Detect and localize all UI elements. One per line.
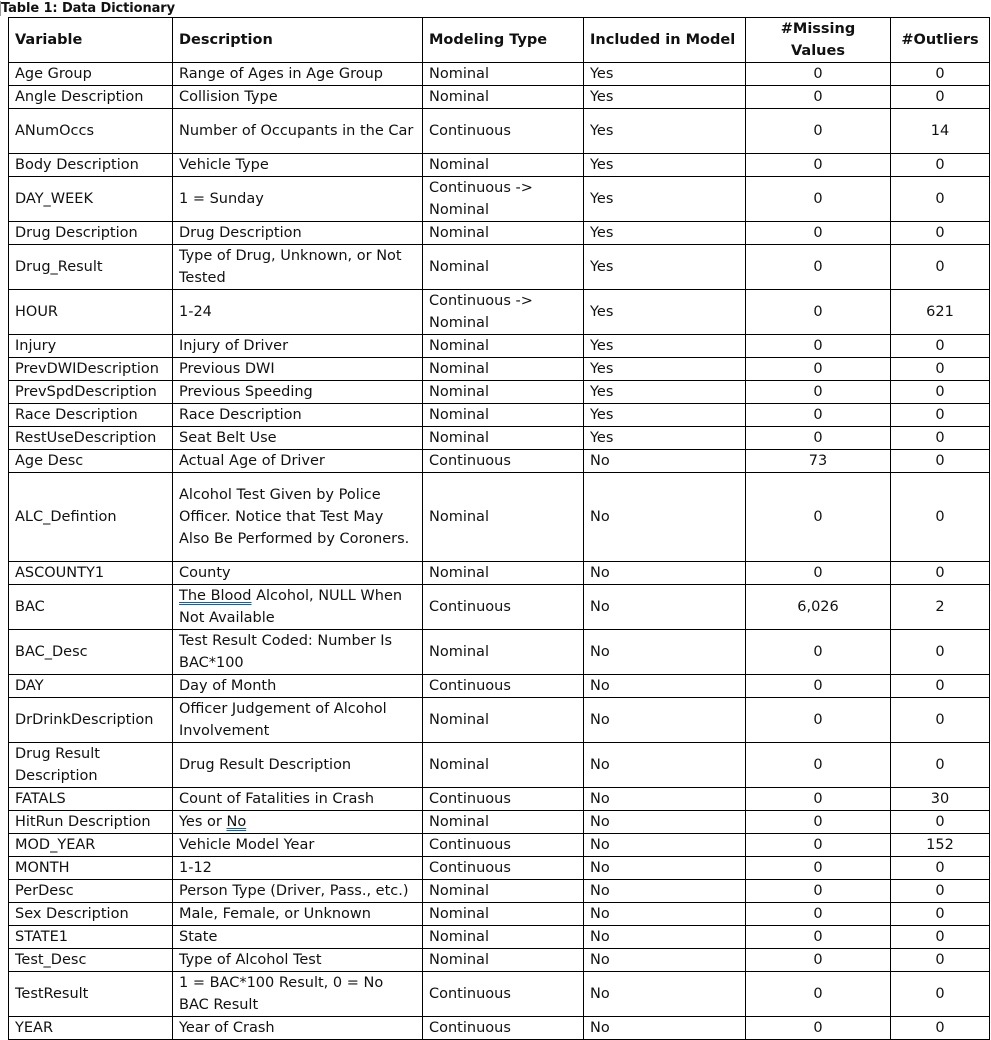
cell-missing-values: 6,026 [746, 585, 891, 630]
header-row [9, 18, 990, 63]
cell-missing-values: 0 [746, 880, 891, 903]
cell-included-in-model: No [584, 562, 746, 585]
table-row [9, 880, 990, 903]
cell-modeling-type: Continuous [423, 450, 584, 473]
cell-variable: Race Description [9, 404, 173, 427]
cell-outliers: 0 [891, 177, 990, 222]
cell-outliers: 0 [891, 949, 990, 972]
cell-missing-values: 0 [746, 698, 891, 743]
cell-outliers: 0 [891, 381, 990, 404]
cell-description: Male, Female, or Unknown [173, 903, 423, 926]
cell-variable: Drug Result Description [9, 743, 173, 788]
table-row [9, 903, 990, 926]
cell-variable: FATALS [9, 788, 173, 811]
table-row [9, 698, 990, 743]
cell-included-in-model: Yes [584, 381, 746, 404]
grammar-underline: The Blood [179, 588, 252, 604]
table-row [9, 109, 990, 154]
cell-missing-values: 0 [746, 177, 891, 222]
cell-included-in-model: No [584, 1017, 746, 1040]
cell-modeling-type: Continuous [423, 675, 584, 698]
cell-variable: BAC_Desc [9, 630, 173, 675]
cell-included-in-model: Yes [584, 63, 746, 86]
cell-outliers: 0 [891, 154, 990, 177]
cell-included-in-model: No [584, 473, 746, 562]
cell-description: State [173, 926, 423, 949]
cell-modeling-type: Nominal [423, 880, 584, 903]
data-dictionary-table [8, 17, 990, 1040]
cell-outliers: 0 [891, 743, 990, 788]
cell-missing-values: 0 [746, 834, 891, 857]
cell-modeling-type: Nominal [423, 473, 584, 562]
header-variable: Variable [9, 18, 173, 63]
table-row [9, 811, 990, 834]
cell-description: 1 = Sunday [173, 177, 423, 222]
cell-description: 1 = BAC*100 Result, 0 = No BAC Result [173, 972, 423, 1017]
cell-description: Seat Belt Use [173, 427, 423, 450]
cell-included-in-model: No [584, 585, 746, 630]
table-row [9, 585, 990, 630]
cell-included-in-model: Yes [584, 290, 746, 335]
cell-outliers: 0 [891, 903, 990, 926]
cell-included-in-model: No [584, 450, 746, 473]
cell-outliers: 0 [891, 698, 990, 743]
cell-outliers: 14 [891, 109, 990, 154]
cell-included-in-model: Yes [584, 404, 746, 427]
cell-missing-values: 0 [746, 63, 891, 86]
cell-variable: ANumOccs [9, 109, 173, 154]
header-missing-values: #Missing Values [746, 18, 891, 63]
cell-description: Count of Fatalities in Crash [173, 788, 423, 811]
cell-variable: DAY_WEEK [9, 177, 173, 222]
cell-description: Year of Crash [173, 1017, 423, 1040]
cell-missing-values: 0 [746, 154, 891, 177]
cell-variable: Age Desc [9, 450, 173, 473]
cell-modeling-type: Nominal [423, 222, 584, 245]
cell-modeling-type: Nominal [423, 154, 584, 177]
cell-missing-values: 0 [746, 949, 891, 972]
cell-description: Alcohol Test Given by Police Officer. Notice that Test May Also Be Performed by Coroners. [173, 473, 423, 562]
table-row [9, 427, 990, 450]
cell-modeling-type: Nominal [423, 698, 584, 743]
cell-included-in-model: No [584, 675, 746, 698]
cell-outliers: 0 [891, 404, 990, 427]
cell-variable: HOUR [9, 290, 173, 335]
cell-outliers: 0 [891, 450, 990, 473]
cell-modeling-type: Continuous [423, 834, 584, 857]
cell-outliers: 0 [891, 562, 990, 585]
table-row [9, 1017, 990, 1040]
table-row [9, 154, 990, 177]
cell-description: Type of Drug, Unknown, or Not Tested [173, 245, 423, 290]
table-row [9, 358, 990, 381]
cell-included-in-model: No [584, 972, 746, 1017]
cell-missing-values: 0 [746, 290, 891, 335]
cell-outliers: 0 [891, 675, 990, 698]
table-row [9, 404, 990, 427]
cell-modeling-type: Nominal [423, 381, 584, 404]
cell-variable: YEAR [9, 1017, 173, 1040]
cell-included-in-model: No [584, 880, 746, 903]
cell-variable: STATE1 [9, 926, 173, 949]
cell-outliers: 0 [891, 222, 990, 245]
cell-modeling-type: Nominal [423, 630, 584, 675]
cell-description: Injury of Driver [173, 335, 423, 358]
cell-missing-values: 0 [746, 788, 891, 811]
cell-modeling-type: Nominal [423, 358, 584, 381]
cell-modeling-type: Nominal [423, 926, 584, 949]
cell-description: Type of Alcohol Test [173, 949, 423, 972]
cell-outliers: 0 [891, 1017, 990, 1040]
cell-included-in-model: No [584, 743, 746, 788]
cell-included-in-model: No [584, 903, 746, 926]
cell-modeling-type: Nominal [423, 903, 584, 926]
cell-modeling-type: Continuous -> Nominal [423, 177, 584, 222]
cell-description: 1-12 [173, 857, 423, 880]
table-row [9, 245, 990, 290]
cell-modeling-type: Nominal [423, 404, 584, 427]
cell-modeling-type: Nominal [423, 63, 584, 86]
header-included-in-model: Included in Model [584, 18, 746, 63]
cell-missing-values: 0 [746, 811, 891, 834]
cell-outliers: 0 [891, 427, 990, 450]
cell-modeling-type: Continuous [423, 585, 584, 630]
cell-modeling-type: Continuous [423, 972, 584, 1017]
cell-missing-values: 0 [746, 857, 891, 880]
cell-outliers: 0 [891, 335, 990, 358]
header-description: Description [173, 18, 423, 63]
cell-description: 1-24 [173, 290, 423, 335]
cell-variable: MONTH [9, 857, 173, 880]
cell-missing-values: 0 [746, 926, 891, 949]
cell-missing-values: 0 [746, 675, 891, 698]
cell-outliers: 0 [891, 811, 990, 834]
cell-variable: PrevSpdDescription [9, 381, 173, 404]
cell-included-in-model: Yes [584, 222, 746, 245]
cell-outliers: 0 [891, 880, 990, 903]
cell-variable: BAC [9, 585, 173, 630]
cell-description: Range of Ages in Age Group [173, 63, 423, 86]
cell-variable: RestUseDescription [9, 427, 173, 450]
cell-description: Person Type (Driver, Pass., etc.) [173, 880, 423, 903]
table-row [9, 562, 990, 585]
table-row [9, 86, 990, 109]
table-row [9, 743, 990, 788]
cell-modeling-type: Continuous [423, 857, 584, 880]
cell-variable: Drug_Result [9, 245, 173, 290]
cell-variable: ASCOUNTY1 [9, 562, 173, 585]
cell-description: Vehicle Model Year [173, 834, 423, 857]
table-row [9, 335, 990, 358]
cell-included-in-model: Yes [584, 154, 746, 177]
cell-outliers: 0 [891, 630, 990, 675]
cell-variable: ALC_Defintion [9, 473, 173, 562]
cell-included-in-model: No [584, 788, 746, 811]
table-row [9, 949, 990, 972]
cell-outliers: 0 [891, 972, 990, 1017]
cell-included-in-model: Yes [584, 109, 746, 154]
cell-description: Drug Description [173, 222, 423, 245]
cell-description: Officer Judgement of Alcohol Involvement [173, 698, 423, 743]
table-row [9, 381, 990, 404]
cell-description: Race Description [173, 404, 423, 427]
cell-missing-values: 0 [746, 473, 891, 562]
cell-modeling-type: Nominal [423, 335, 584, 358]
cell-outliers: 0 [891, 473, 990, 562]
cell-description: Actual Age of Driver [173, 450, 423, 473]
table-row [9, 857, 990, 880]
cell-description: Day of Month [173, 675, 423, 698]
cell-included-in-model: No [584, 949, 746, 972]
cell-modeling-type: Nominal [423, 743, 584, 788]
cell-variable: MOD_YEAR [9, 834, 173, 857]
header-outliers: #Outliers [891, 18, 990, 63]
cell-modeling-type: Nominal [423, 949, 584, 972]
cell-description: Drug Result Description [173, 743, 423, 788]
cell-modeling-type: Nominal [423, 86, 584, 109]
cell-missing-values: 0 [746, 404, 891, 427]
cell-outliers: 0 [891, 86, 990, 109]
cell-modeling-type: Nominal [423, 811, 584, 834]
table-row [9, 675, 990, 698]
table-row [9, 926, 990, 949]
cell-modeling-type: Continuous -> Nominal [423, 290, 584, 335]
cell-variable: DrDrinkDescription [9, 698, 173, 743]
table-body [9, 63, 990, 1040]
cell-variable: Angle Description [9, 86, 173, 109]
cell-modeling-type: Continuous [423, 788, 584, 811]
cell-included-in-model: Yes [584, 177, 746, 222]
table-row [9, 222, 990, 245]
table-row [9, 972, 990, 1017]
cell-description: Collision Type [173, 86, 423, 109]
cell-missing-values: 0 [746, 381, 891, 404]
cell-missing-values: 0 [746, 358, 891, 381]
cell-missing-values: 0 [746, 562, 891, 585]
cell-description: County [173, 562, 423, 585]
cell-variable: HitRun Description [9, 811, 173, 834]
table-row [9, 788, 990, 811]
cell-included-in-model: No [584, 857, 746, 880]
cell-description: Number of Occupants in the Car [173, 109, 423, 154]
cell-missing-values: 0 [746, 427, 891, 450]
cell-missing-values: 0 [746, 109, 891, 154]
cell-variable: Age Group [9, 63, 173, 86]
table-row [9, 177, 990, 222]
cell-missing-values: 0 [746, 630, 891, 675]
cell-variable: Body Description [9, 154, 173, 177]
cell-missing-values: 0 [746, 335, 891, 358]
cell-variable: Injury [9, 335, 173, 358]
cell-variable: Test_Desc [9, 949, 173, 972]
cell-outliers: 621 [891, 290, 990, 335]
header-modeling-type: Modeling Type [423, 18, 584, 63]
cell-description: Yes or No [173, 811, 423, 834]
cell-missing-values: 0 [746, 86, 891, 109]
cell-included-in-model: No [584, 811, 746, 834]
cell-modeling-type: Nominal [423, 245, 584, 290]
cell-description: Test Result Coded: Number Is BAC*100 [173, 630, 423, 675]
cell-included-in-model: Yes [584, 335, 746, 358]
cell-outliers: 0 [891, 857, 990, 880]
cell-variable: PrevDWIDescription [9, 358, 173, 381]
table-row [9, 834, 990, 857]
table-row [9, 473, 990, 562]
cell-variable: PerDesc [9, 880, 173, 903]
cell-included-in-model: Yes [584, 358, 746, 381]
cell-modeling-type: Continuous [423, 109, 584, 154]
cell-description: Previous DWI [173, 358, 423, 381]
cell-missing-values: 73 [746, 450, 891, 473]
cell-included-in-model: Yes [584, 245, 746, 290]
cell-variable: DAY [9, 675, 173, 698]
cell-variable: Sex Description [9, 903, 173, 926]
cell-variable: TestResult [9, 972, 173, 1017]
cell-outliers: 0 [891, 245, 990, 290]
cell-missing-values: 0 [746, 743, 891, 788]
table-row [9, 630, 990, 675]
table-row [9, 290, 990, 335]
table-caption: Table 1: Data Dictionary [1, 1, 175, 16]
cell-modeling-type: Nominal [423, 427, 584, 450]
grammar-underline: No [226, 814, 247, 830]
cell-included-in-model: Yes [584, 427, 746, 450]
cell-outliers: 2 [891, 585, 990, 630]
cell-missing-values: 0 [746, 903, 891, 926]
cell-missing-values: 0 [746, 972, 891, 1017]
cell-outliers: 0 [891, 926, 990, 949]
cell-missing-values: 0 [746, 1017, 891, 1040]
cell-modeling-type: Nominal [423, 562, 584, 585]
cell-outliers: 152 [891, 834, 990, 857]
cell-description: The Blood Alcohol, NULL When Not Available [173, 585, 423, 630]
table-row [9, 450, 990, 473]
cell-outliers: 30 [891, 788, 990, 811]
cell-included-in-model: No [584, 698, 746, 743]
cell-included-in-model: No [584, 630, 746, 675]
table-row [9, 63, 990, 86]
cell-outliers: 0 [891, 63, 990, 86]
cell-variable: Drug Description [9, 222, 173, 245]
cell-included-in-model: No [584, 834, 746, 857]
cell-missing-values: 0 [746, 222, 891, 245]
cell-modeling-type: Continuous [423, 1017, 584, 1040]
cell-outliers: 0 [891, 358, 990, 381]
cell-description: Previous Speeding [173, 381, 423, 404]
cell-included-in-model: No [584, 926, 746, 949]
cell-included-in-model: Yes [584, 86, 746, 109]
cell-description: Vehicle Type [173, 154, 423, 177]
cell-missing-values: 0 [746, 245, 891, 290]
